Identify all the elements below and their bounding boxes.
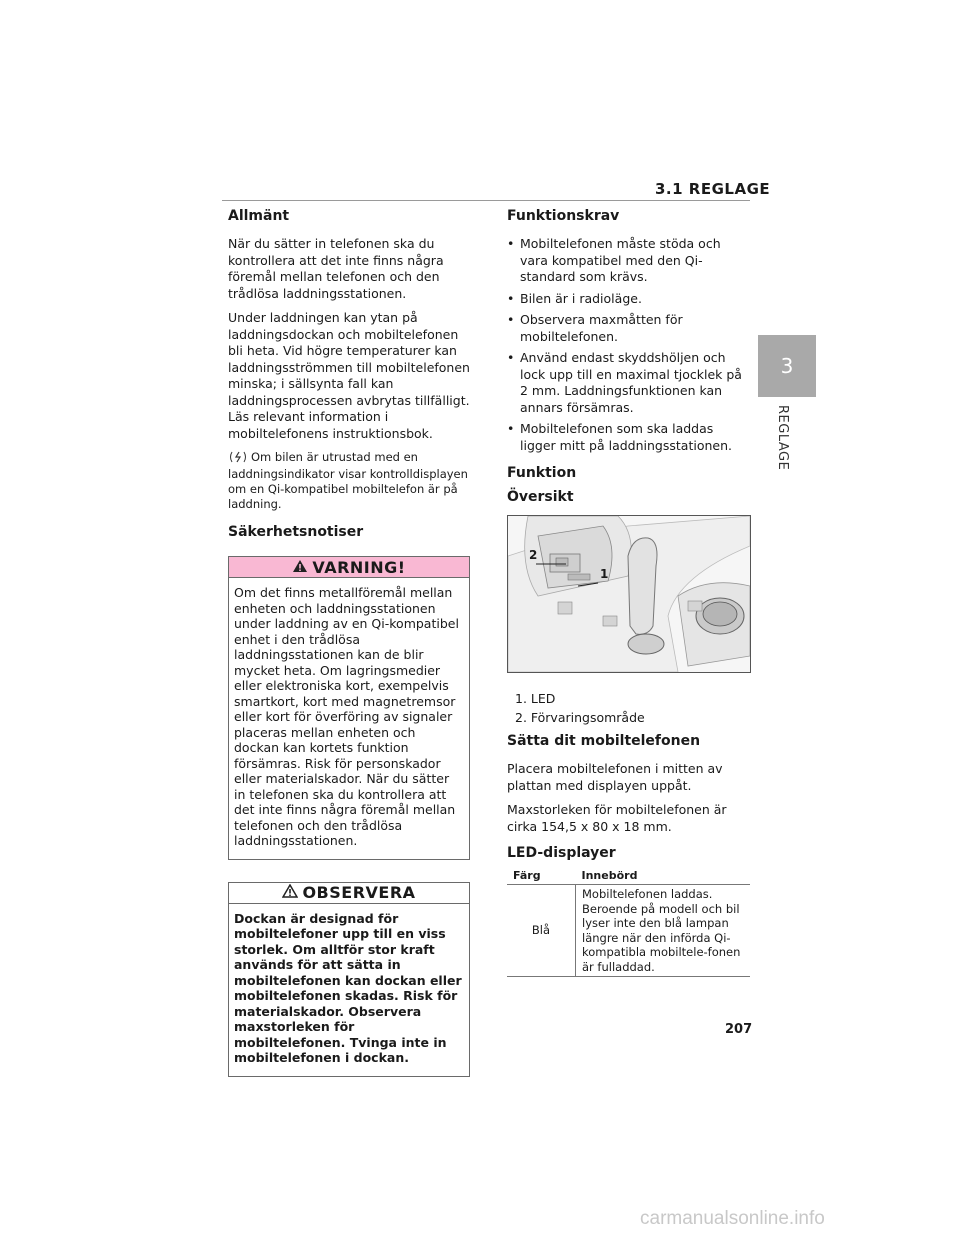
insert-paragraph-2: Maxstorleken för mobiltelefonen är cirka 154,5 x 80 x 18 mm. <box>507 802 727 834</box>
general-paragraph-3 <box>228 450 470 512</box>
warning-text: Om det finns metallföremål mellan enheten och laddningsstationen under laddning av en Qi-kompatibel enhet i den trådlösa laddningsstationen kan de blir mycket heta. Om lagringsmedier eller elektroniska kort, exempelvis smartkort, kort med magnetremsor eller kort för överföring av signaler placeras mellan enheten och dockan kan kortets funktion försämras. Risk för personskador eller materialskador. När du sätter in telefonen ska du kontrollera att det inte finns några föremål mellan telefonen och den trådlösa laddningsstationen. <box>234 585 459 848</box>
list-item: • Mobiltelefonen som ska laddas ligger mitt på laddningsstationen. <box>507 421 752 454</box>
function-heading: Funktion <box>507 465 577 481</box>
left-column <box>228 208 470 1077</box>
list-item: • Använd endast skyddshöljen och lock upp till en maximal tjocklek på 2 mm. Laddningsfunktionen kan annars försämras. <box>507 350 752 416</box>
table-header: Färg <box>513 869 541 882</box>
table-cell: Mobiltelefonen laddas. Beroende på modell och bil lyser inte den blå lampan längre när den införda Qi-kompatibla mobiltele-fonen är fulladdad. <box>582 887 741 974</box>
header-divider <box>222 200 750 201</box>
right-column <box>507 208 752 977</box>
led-table <box>507 867 750 977</box>
chapter-number: 3 <box>780 354 794 378</box>
section-title: 3.1 REGLAGE <box>655 180 771 198</box>
legend-item: 2. Förvaringsområde <box>515 710 645 725</box>
chapter-tab[interactable] <box>758 335 816 397</box>
notice-box <box>228 882 470 1077</box>
notice-header <box>229 883 469 904</box>
warning-title: VARNING! <box>312 557 406 577</box>
list-item: • Mobiltelefonen måste stöda och vara kompatibel med den Qi-standard som krävs. <box>507 236 752 286</box>
list-item: • Bilen är i radioläge. <box>507 291 752 308</box>
indicator-text: Om bilen är utrustad med en laddningsindikator visar kontrolldisplayen om en Qi-kompatibel mobiltelefon är på laddning. <box>228 450 468 511</box>
table-row <box>507 885 750 977</box>
requirements-heading: Funktionskrav <box>507 208 620 224</box>
warning-box <box>228 556 470 860</box>
warning-header <box>229 557 469 578</box>
overview-heading: Översikt <box>507 489 574 505</box>
notice-text: Dockan är designad för mobiltelefoner upp till en viss storlek. Om alltför stor kraft används för att sätta in mobiltelefonen kan dockan eller mobiltelefonen skadas. Risk för materialskador. Observera maxstorleken för mobiltelefonen. Tvinga inte in mobiltelefonen i dockan. <box>234 910 462 1065</box>
callout-1: 1 <box>600 567 609 581</box>
page-number: 207 <box>725 1022 753 1037</box>
general-heading: Allmänt <box>228 208 290 224</box>
table-cell: Blå <box>507 885 576 977</box>
list-item: • Observera maxmåtten för mobiltelefonen. <box>507 312 752 345</box>
console-illustration <box>507 515 751 673</box>
warning-triangle-icon <box>292 558 308 577</box>
legend-item: 1. LED <box>515 691 556 706</box>
led-heading: LED-displayer <box>507 845 616 861</box>
general-paragraph-1: När du sätter in telefonen ska du kontrollera att det inte finns några föremål mellan telefonen och den trådlösa laddningsstationen. <box>228 236 444 301</box>
caution-icon <box>282 883 298 902</box>
legend-list <box>507 689 752 727</box>
chapter-tab-label: REGLAGE <box>775 405 790 471</box>
table-header: Innebörd <box>581 869 638 882</box>
insert-heading: Sätta dit mobiltelefonen <box>507 733 701 749</box>
notice-title: OBSERVERA <box>302 883 416 902</box>
watermark: carmanualsonline.info <box>640 1208 825 1229</box>
wireless-charging-icon <box>228 451 248 467</box>
safety-heading: Säkerhetsnotiser <box>228 524 364 540</box>
requirements-list <box>507 236 752 454</box>
callout-2: 2 <box>529 548 538 562</box>
general-paragraph-2: Under laddningen kan ytan på laddningsdockan och mobiltelefonen bli heta. Vid högre temperaturer kan laddningsströmmen till mobiltelefonen minska; i sällsynta fall kan laddningsprocessen avbrytas tillfälligt. Läs relevant information i mobiltelefonens instruktionsbok. <box>228 310 470 441</box>
insert-paragraph-1: Placera mobiltelefonen i mitten av plattan med displayen uppåt. <box>507 761 723 793</box>
